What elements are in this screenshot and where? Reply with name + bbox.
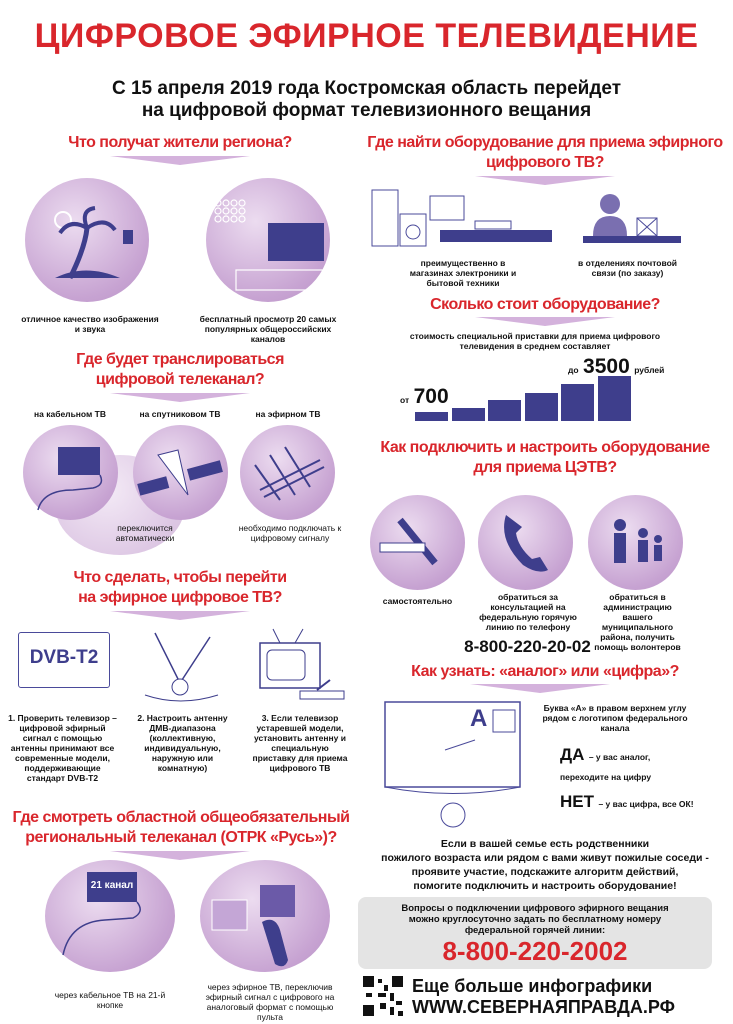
air-tv-illustration: [240, 425, 335, 520]
cost-description: стоимость специальной приставки для приема цифрового телевидения в среднем составляет: [409, 331, 661, 351]
channels-illustration: [206, 178, 330, 302]
benefits-heading: Что получат жители региона?: [68, 134, 292, 151]
hotline-phone[interactable]: 8-800-220-2002: [442, 936, 628, 966]
regional-air-caption: через эфирное ТВ, переключив эфирный сигнал с цифрового на аналоговый формат с помощью пульта: [205, 982, 335, 1022]
cost-bar: [598, 376, 631, 421]
analog-heading: Как узнать: «аналог» или «цифра»?: [411, 663, 679, 680]
heading-line: региональный телеканал (ОТРК «Русь»)?: [25, 829, 337, 846]
heading-line: Где смотреть областной общеобязательный: [12, 809, 350, 826]
quality-illustration: [25, 178, 149, 302]
air-label: на эфирном ТВ: [255, 409, 321, 419]
tv-icon: [206, 178, 330, 302]
connect-volunteers: обратиться в администрацию вашего муниципального района, получить помощь волонтеров: [594, 592, 681, 652]
subtitle: [0, 78, 733, 122]
where-caption: в отделениях почтовой связи (по заказу): [578, 258, 677, 278]
qr-code-icon[interactable]: [362, 975, 404, 1017]
phone-icon: [478, 495, 573, 590]
old-tv-with-box-icon: [255, 625, 350, 705]
palm-icon: [25, 178, 149, 302]
yes-answer: [560, 745, 700, 786]
connect-self: самостоятельно: [382, 596, 453, 606]
to-prefix: до: [568, 365, 579, 375]
no-answer: [560, 792, 700, 813]
analog-letter: А: [470, 705, 488, 732]
from-value: 700: [413, 385, 449, 408]
heading-line: Где будет транслироваться: [76, 351, 284, 368]
page-title: ЦИФРОВОЕ ЭФИРНОЕ ТЕЛЕВИДЕНИЕ: [34, 17, 699, 55]
wrench-icon: [370, 495, 465, 590]
broadcast-heading: [0, 350, 360, 390]
step-2: 2. Настроить антенну ДМВ-диапазона (коллективную, индивидуальную, наружную или комнатную): [137, 713, 228, 773]
dvb-tv-illustration: [18, 632, 110, 688]
family-line: пожилого возраста или рядом с вами живут пожилые соседи -: [381, 852, 709, 864]
family-icon: [588, 495, 683, 590]
regional-cable-caption: через кабельное ТВ на 21-й кнопке: [54, 990, 166, 1010]
hotline-box: [358, 897, 712, 969]
antenna-dmv-icon: [130, 625, 230, 705]
from-prefix: от: [400, 395, 410, 405]
where-heading: [360, 133, 730, 173]
satellite-label: на спутниковом ТВ: [139, 409, 221, 419]
footer-url[interactable]: WWW.СЕВЕРНАЯПРАВДА.РФ: [412, 997, 676, 1017]
heading-line: цифрового ТВ?: [486, 154, 604, 171]
subtitle-line: на цифровой формат телевизионного вещания: [141, 100, 592, 121]
channel-label: 21 канал: [90, 880, 134, 891]
no-text: – у вас цифра, все ОК!: [598, 799, 694, 809]
remote-illustration: [200, 860, 330, 972]
post-office-icon: [565, 188, 685, 250]
analog-hint: Буква «А» в правом верхнем углу рядом с логотипом федерального канала: [542, 703, 688, 733]
connect-phone[interactable]: 8-800-220-20-02: [464, 637, 591, 656]
step-3: 3. Если телевизор устаревшей модели, установить антенну и специальную приставку для приема цифрового ТВ: [252, 713, 348, 773]
cable-tv-illustration: [23, 425, 118, 520]
cost-from: [400, 385, 449, 411]
electronics-store-icon: [370, 188, 555, 250]
channel-tv-icon: [45, 860, 175, 972]
family-line: помогите подключить и настроить оборудование!: [413, 880, 677, 892]
unit: рублей: [634, 365, 665, 375]
divider-triangle: [110, 393, 250, 402]
cost-bar: [561, 384, 594, 421]
cable-tv-icon: [23, 425, 118, 520]
connect-note: необходимо подключать к цифровому сигналу: [238, 523, 342, 543]
dvb-label: DVB-T2: [29, 647, 99, 668]
connect-hotline: обратиться за консультацией на федеральную горячую линию по телефону: [479, 592, 577, 632]
cost-bar: [415, 412, 448, 421]
antenna-icon: [240, 425, 335, 520]
heading-line: Что сделать, чтобы перейти: [73, 569, 287, 586]
remote-icon: [200, 860, 330, 972]
divider-triangle: [110, 611, 250, 620]
heading-line: Как подключить и настроить оборудование: [380, 439, 710, 456]
satellite-illustration: [133, 425, 228, 520]
family-line: Если в вашей семье есть родственники: [440, 838, 650, 850]
yes-text: – у вас аналог, переходите на цифру: [560, 752, 652, 782]
satellite-icon: [133, 425, 228, 520]
divider-triangle: [475, 176, 615, 185]
heading-line: для приема ЦЭТВ?: [473, 459, 617, 476]
volunteers-illustration: [588, 495, 683, 590]
cost-heading: Сколько стоит оборудование?: [430, 296, 660, 313]
family-line: проявите участие, подскажите алгоритм действий,: [411, 866, 679, 878]
cost-to: [568, 355, 664, 381]
step-1: 1. Проверить телевизор – цифровой эфирный сигнал с помощью антенны принимают все современные модели, поддерживающие стандарт DVB-T2: [8, 713, 117, 783]
footer-promo: [412, 976, 722, 1018]
regional-heading: [0, 808, 362, 848]
benefit-caption: бесплатный просмотр 20 самых популярных общероссийских каналов: [199, 314, 337, 344]
hotline-text: Вопросы о подключении цифрового эфирного вещания можно круглосуточно задать по бесплатному номеру федеральной горячей линии:: [401, 903, 669, 936]
switch-heading: [0, 568, 360, 608]
yes-label: ДА: [560, 745, 585, 764]
cost-bar: [452, 408, 485, 421]
heading-line: Где найти оборудование для приема эфирного: [367, 134, 723, 151]
heading-line: цифровой телеканал?: [95, 371, 265, 388]
heading-line: на эфирное цифровое ТВ?: [78, 589, 282, 606]
cable-channel-illustration: [45, 860, 175, 972]
cable-label: на кабельном ТВ: [33, 409, 106, 419]
cost-bar: [525, 393, 558, 421]
self-setup-illustration: [370, 495, 465, 590]
divider-triangle: [475, 317, 615, 326]
hotline-illustration: [478, 495, 573, 590]
to-value: 3500: [583, 355, 630, 378]
family-message: [360, 837, 730, 893]
divider-triangle: [110, 156, 250, 165]
divider-triangle: [110, 851, 250, 860]
cost-bar: [488, 400, 521, 421]
benefit-caption: отличное качество изображения и звука: [21, 314, 159, 334]
monitor-icon: [383, 700, 523, 830]
where-caption: преимущественно в магазинах электроники и бытовой техники: [409, 258, 517, 288]
footer-line: Еще больше инфографики: [412, 976, 653, 996]
connect-heading: [360, 438, 730, 478]
divider-triangle: [470, 684, 610, 693]
auto-switch-note: переключится автоматически: [115, 523, 175, 543]
subtitle-line: С 15 апреля 2019 года Костромская область перейдет: [111, 78, 622, 99]
no-label: НЕТ: [560, 792, 594, 811]
